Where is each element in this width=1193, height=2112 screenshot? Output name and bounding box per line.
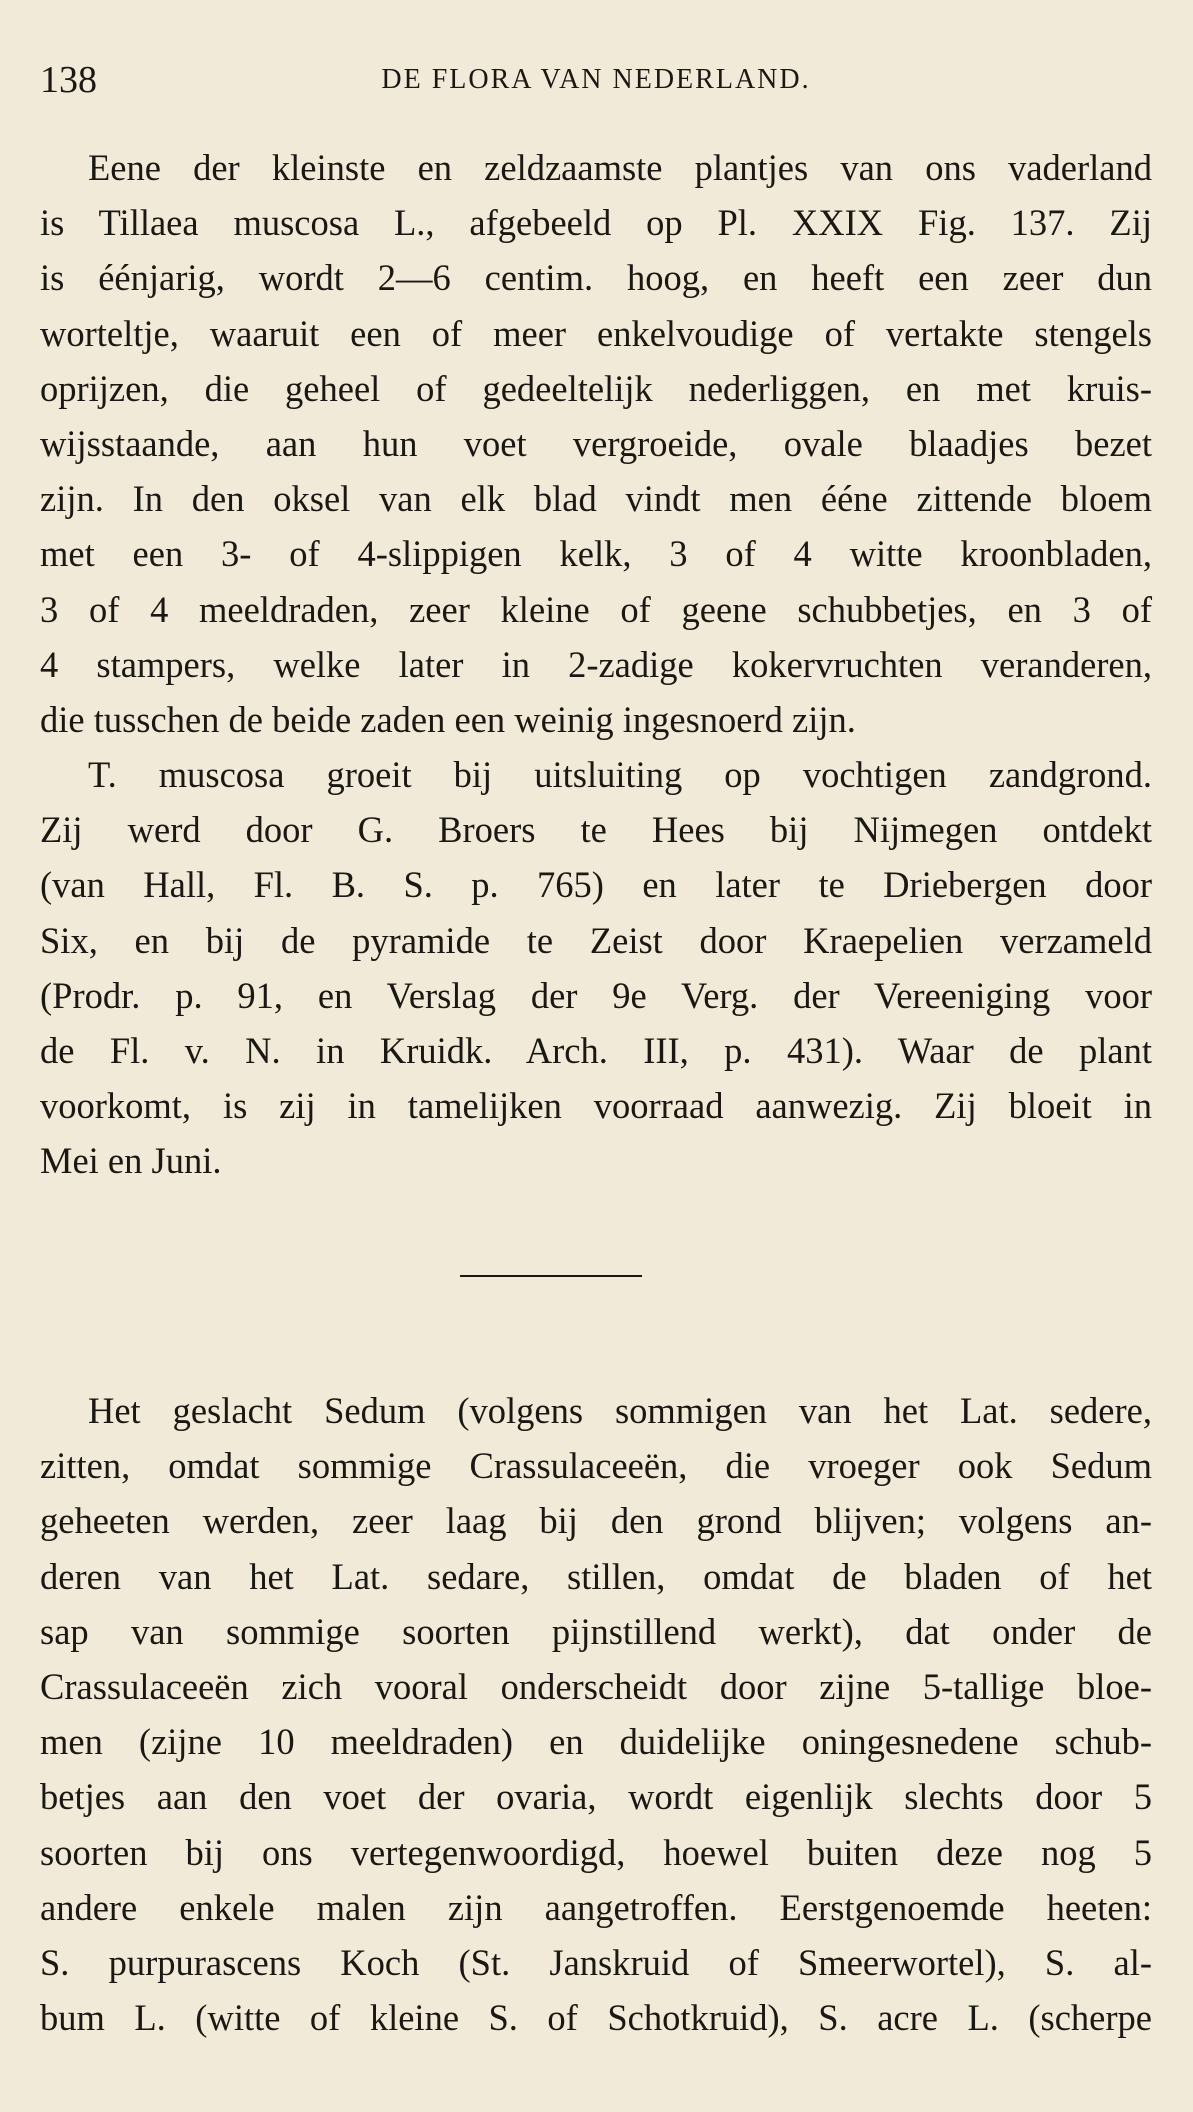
text-line: is Tillaea muscosa L., afgebeeld op Pl. XXIX Fig. 137. Zij <box>40 202 1152 244</box>
page-header <box>40 58 1152 108</box>
text-line: andere enkele malen zijn aangetroffen. Eerstgenoemde heeten: <box>40 1886 1152 1928</box>
text-line: Crassulaceeën zich vooral onderscheidt door zijne 5-tallige bloe- <box>40 1665 1152 1707</box>
text-line: geheeten werden, zeer laag bij den grond blijven; volgens an- <box>40 1500 1152 1542</box>
text-line: met een 3- of 4-slippigen kelk, 3 of 4 witte kroonbladen, <box>40 533 1152 575</box>
text-line: soorten bij ons vertegenwoordigd, hoewel buiten deze nog 5 <box>40 1831 1152 1873</box>
text-block-2 <box>40 1383 1152 2045</box>
text-line: Zij werd door G. Broers te Hees bij Nijmegen ontdekt <box>40 809 1152 851</box>
text-line: Het geslacht Sedum (volgens sommigen van het Lat. sedere, <box>88 1390 1152 1431</box>
text-line: Mei en Juni. <box>40 1140 222 1182</box>
text-line: S. purpurascens Koch (St. Janskruid of Smeerwortel), S. al- <box>40 1941 1152 1983</box>
text-line: deren van het Lat. sedare, stillen, omdat de bladen of het <box>40 1555 1152 1597</box>
text-line: Eene der kleinste en zeldzaamste plantjes van ons vaderland <box>88 147 1152 188</box>
text-line: betjes aan den voet der ovaria, wordt eigenlijk slechts door 5 <box>40 1776 1152 1818</box>
paragraph-tillaea-description <box>40 140 1152 747</box>
text-line: Six, en bij de pyramide te Zeist door Kraepelien verzameld <box>40 919 1152 961</box>
section-divider <box>460 1275 642 1277</box>
text-line: de Fl. v. N. in Kruidk. Arch. III, p. 431). Waar de plant <box>40 1030 1152 1071</box>
text-line: sap van sommige soorten pijnstillend werkt), dat onder de <box>40 1610 1152 1652</box>
text-line: voorkomt, is zij in tamelijken voorraad aanwezig. Zij bloeit in <box>40 1085 1152 1127</box>
text-line: T. muscosa groeit bij uitsluiting op vochtigen zandgrond. <box>88 754 1152 796</box>
text-line: bum L. (witte of kleine S. of Schotkruid), S. acre L. (scherpe <box>40 1997 1152 2039</box>
text-line: (van Hall, Fl. B. S. p. 765) en later te Driebergen door <box>40 864 1152 906</box>
text-block-1 <box>40 140 1152 1189</box>
text-line: 4 stampers, welke later in 2-zadige kokervruchten veranderen, <box>40 643 1152 685</box>
text-line: oprijzen, die geheel of gedeeltelijk nederliggen, en met kruis- <box>40 367 1152 409</box>
paragraph-sedum-genus <box>40 1383 1152 2045</box>
text-line: (Prodr. p. 91, en Verslag der 9e Verg. der Vereeniging voor <box>40 974 1152 1016</box>
text-line: is éénjarig, wordt 2—6 centim. hoog, en heeft een zeer dun <box>40 257 1152 299</box>
running-head: DE FLORA VAN NEDERLAND. <box>381 64 811 95</box>
text-line: zijn. In den oksel van elk blad vindt men ééne zittende bloem <box>40 478 1152 520</box>
text-line: 3 of 4 meeldraden, zeer kleine of geene schubbetjes, en 3 of <box>40 588 1152 630</box>
text-line: wijsstaande, aan hun voet vergroeide, ovale blaadjes bezet <box>40 422 1152 464</box>
text-line: die tusschen de beide zaden een weinig ingesnoerd zijn. <box>40 698 856 740</box>
page-number: 138 <box>40 59 97 101</box>
text-line: zitten, omdat sommige Crassulaceeën, die vroeger ook Sedum <box>40 1445 1152 1487</box>
text-line: worteltje, waaruit een of meer enkelvoudige of vertakte stengels <box>40 312 1152 354</box>
paragraph-tillaea-distribution <box>40 747 1152 1189</box>
text-line: men (zijne 10 meeldraden) en duidelijke oningesnedene schub- <box>40 1721 1152 1763</box>
